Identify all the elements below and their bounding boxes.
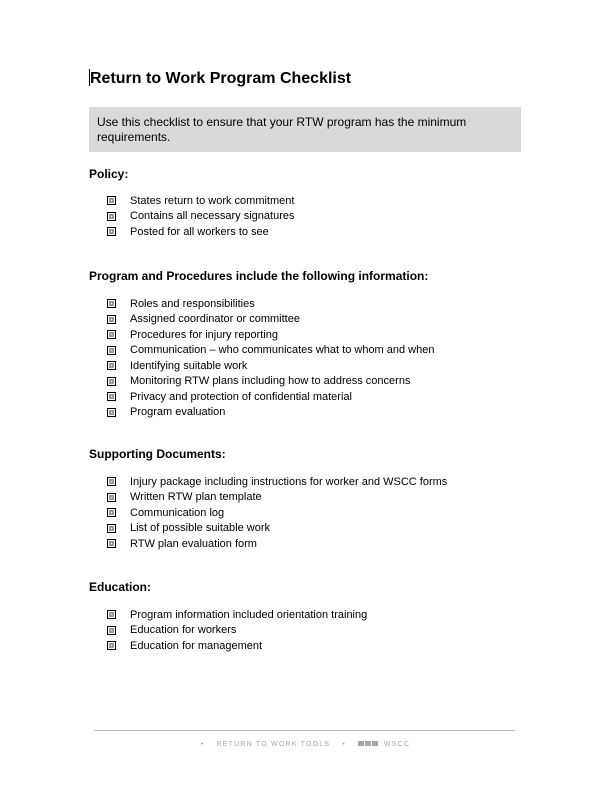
checklist-item-label: Injury package including instructions for worker and WSCC forms bbox=[130, 475, 448, 488]
checklist-item bbox=[107, 343, 434, 359]
checklist-policy bbox=[107, 193, 294, 240]
checklist-item bbox=[107, 358, 434, 374]
checklist-item bbox=[107, 521, 447, 537]
intro-box bbox=[89, 107, 521, 152]
checklist-item bbox=[107, 405, 434, 421]
checklist-item-label: Program information included orientation training bbox=[130, 608, 368, 621]
checklist-item bbox=[107, 193, 294, 209]
section-heading-program-procedures: Program and Procedures include the following information: bbox=[89, 269, 429, 283]
checklist-item-label: Monitoring RTW plans including how to address concerns bbox=[130, 375, 411, 388]
checklist-item-label: Privacy and protection of confidential material bbox=[130, 390, 352, 403]
footer bbox=[0, 741, 611, 748]
footer-brand: WSCC bbox=[383, 741, 411, 748]
checklist-supporting-documents bbox=[107, 474, 447, 552]
footer-bullet-right: • bbox=[342, 741, 346, 748]
checklist-item-label: Education for workers bbox=[130, 624, 237, 637]
checklist-item-label: Posted for all workers to see bbox=[130, 225, 269, 238]
checkbox[interactable] bbox=[107, 641, 116, 650]
checkbox[interactable] bbox=[107, 508, 116, 517]
footer-text: RETURN TO WORK TOOLS bbox=[216, 741, 331, 748]
checkbox[interactable] bbox=[107, 361, 116, 370]
checklist-item-label: List of possible suitable work bbox=[130, 522, 271, 535]
footer-rule bbox=[94, 730, 515, 731]
checklist-item bbox=[107, 623, 367, 639]
checklist-item bbox=[107, 312, 434, 328]
checklist-item-label: Procedures for injury reporting bbox=[130, 328, 278, 341]
checklist-item-label: Written RTW plan template bbox=[130, 491, 262, 504]
checkbox[interactable] bbox=[107, 408, 116, 417]
checklist-item-label: Roles and responsibilities bbox=[130, 297, 255, 310]
checklist-item bbox=[107, 607, 367, 623]
checkbox[interactable] bbox=[107, 196, 116, 205]
footer-square-icon bbox=[372, 741, 378, 746]
checkbox[interactable] bbox=[107, 212, 116, 221]
footer-square-icon bbox=[365, 741, 371, 746]
checklist-item bbox=[107, 389, 434, 405]
checklist-item-label: Identifying suitable work bbox=[130, 359, 248, 372]
section-heading-policy: Policy: bbox=[89, 167, 129, 181]
section-heading-education: Education: bbox=[89, 580, 151, 594]
checkbox[interactable] bbox=[107, 610, 116, 619]
checklist-item bbox=[107, 224, 294, 240]
checklist-education bbox=[107, 607, 367, 654]
checklist-item bbox=[107, 327, 434, 343]
section-heading-supporting-documents: Supporting Documents: bbox=[89, 447, 226, 461]
checklist-item bbox=[107, 474, 447, 490]
checklist-item bbox=[107, 209, 294, 225]
checkbox[interactable] bbox=[107, 346, 116, 355]
checklist-item-label: States return to work commitment bbox=[130, 194, 295, 207]
checkbox[interactable] bbox=[107, 539, 116, 548]
checklist-item bbox=[107, 505, 447, 521]
checklist-item-label: Contains all necessary signatures bbox=[130, 210, 295, 223]
checklist-item-label: Communication – who communicates what to whom and when bbox=[130, 344, 435, 357]
checklist-item-label: Communication log bbox=[130, 506, 225, 519]
checklist-item bbox=[107, 374, 434, 390]
checklist-item bbox=[107, 296, 434, 312]
checkbox[interactable] bbox=[107, 377, 116, 386]
checkbox[interactable] bbox=[107, 299, 116, 308]
checkbox[interactable] bbox=[107, 477, 116, 486]
page-title bbox=[89, 69, 351, 88]
checklist-item bbox=[107, 638, 367, 654]
footer-bullet-left: • bbox=[200, 741, 205, 748]
checklist-item bbox=[107, 490, 447, 506]
checkbox[interactable] bbox=[107, 330, 116, 339]
intro-text: Use this checklist to ensure that your RTW program has the minimum requirements. bbox=[97, 115, 467, 144]
checkbox[interactable] bbox=[107, 315, 116, 324]
page-title-text: Return to Work Program Checklist bbox=[90, 70, 352, 87]
checklist-item-label: Assigned coordinator or committee bbox=[130, 313, 300, 326]
checkbox[interactable] bbox=[107, 227, 116, 236]
checkbox[interactable] bbox=[107, 626, 116, 635]
checklist-item-label: RTW plan evaluation form bbox=[130, 537, 257, 550]
checklist-item-label: Program evaluation bbox=[130, 406, 226, 419]
checkbox[interactable] bbox=[107, 392, 116, 401]
checkbox[interactable] bbox=[107, 493, 116, 502]
footer-square-icon bbox=[358, 741, 364, 746]
checklist-item-label: Education for management bbox=[130, 639, 263, 652]
checkbox[interactable] bbox=[107, 524, 116, 533]
checklist-item bbox=[107, 536, 447, 552]
checklist-program-procedures bbox=[107, 296, 434, 420]
